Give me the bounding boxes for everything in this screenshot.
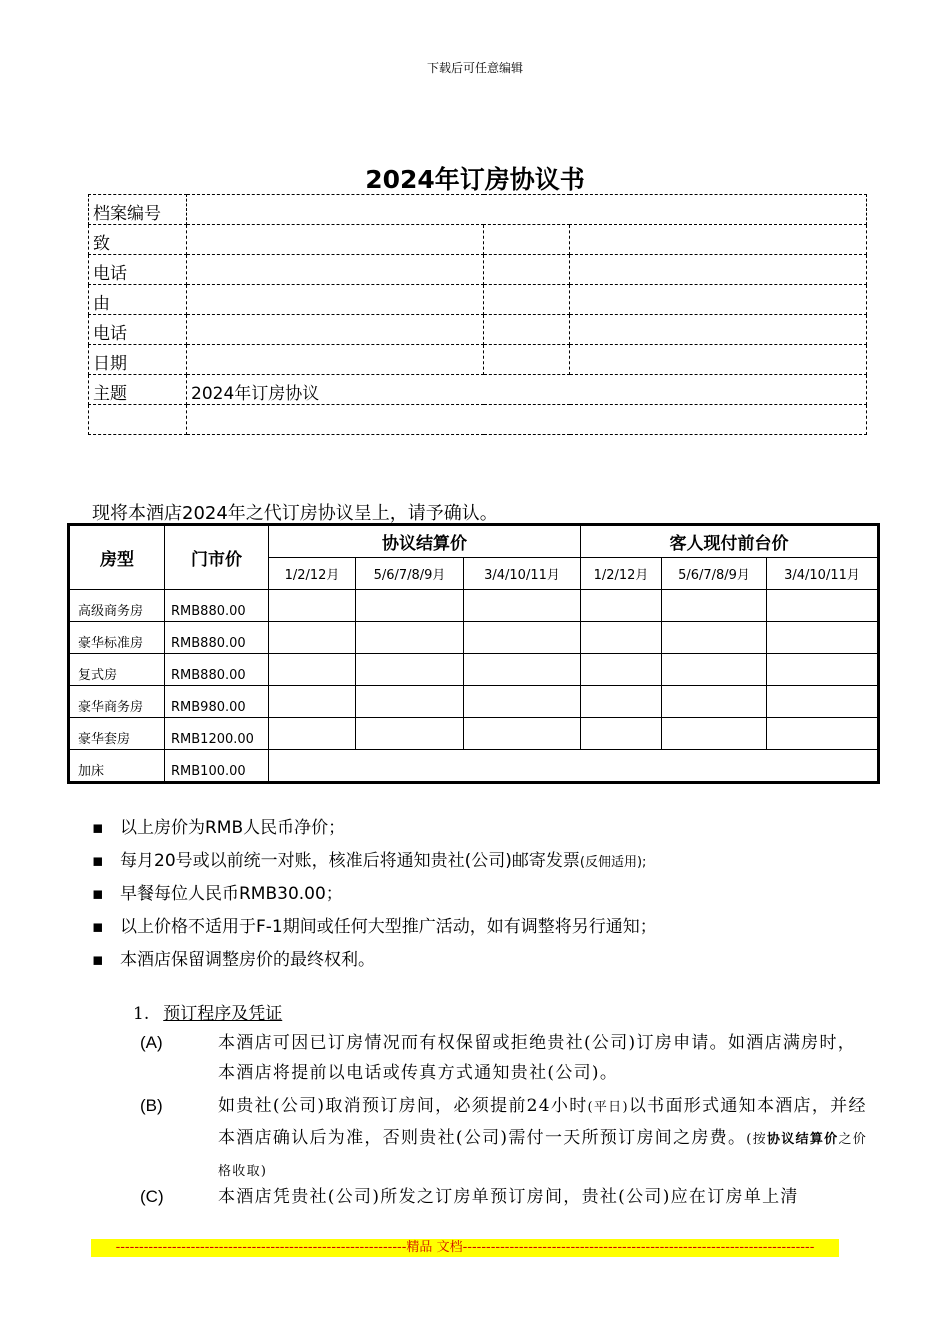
info-row <box>89 255 867 285</box>
rate-cell[interactable] <box>581 622 662 654</box>
month-header: 5/6/7/8/9月 <box>356 558 464 590</box>
rate-cell[interactable] <box>581 686 662 718</box>
info-cell[interactable] <box>484 225 570 255</box>
info-value[interactable]: 2024年订房协议 <box>187 375 867 405</box>
rate-row <box>69 718 879 750</box>
rate-row <box>69 654 879 686</box>
bullet-text: 本酒店保留调整房价的最终权利。 <box>120 950 375 970</box>
info-row <box>89 375 867 405</box>
bullet-item <box>92 945 375 970</box>
info-label: 日期 <box>89 345 187 375</box>
bullet-item <box>92 813 345 838</box>
rate-cell[interactable] <box>464 686 581 718</box>
rate-cell[interactable] <box>662 590 767 622</box>
month-header: 3/4/10/11月 <box>464 558 581 590</box>
info-cell[interactable] <box>484 255 570 285</box>
rate-cell[interactable] <box>269 750 879 783</box>
col-rack-rate: 门市价 <box>165 525 269 590</box>
room-type: 复式房 <box>69 654 165 686</box>
info-row <box>89 195 867 225</box>
bullet-text: 早餐每位人民币RMB30.00； <box>120 884 343 904</box>
info-value[interactable] <box>187 255 484 285</box>
room-type: 豪华套房 <box>69 718 165 750</box>
rate-cell[interactable] <box>269 686 356 718</box>
rate-cell[interactable] <box>767 622 879 654</box>
info-cell[interactable] <box>484 285 570 315</box>
rate-row <box>69 590 879 622</box>
rate-cell[interactable] <box>269 590 356 622</box>
info-label: 由 <box>89 285 187 315</box>
info-row <box>89 285 867 315</box>
group-contract-rate: 协议结算价 <box>269 525 581 558</box>
rate-cell[interactable] <box>662 622 767 654</box>
rate-cell[interactable] <box>767 718 879 750</box>
clause-c <box>140 1182 870 1212</box>
rate-cell[interactable] <box>269 718 356 750</box>
month-header: 1/2/12月 <box>269 558 356 590</box>
info-cell[interactable] <box>570 225 867 255</box>
room-type: 豪华商务房 <box>69 686 165 718</box>
bullet-item <box>92 846 646 871</box>
info-cell[interactable] <box>570 285 867 315</box>
clause-text-part: (平日) <box>587 1100 629 1115</box>
bullet-text: 以上价格不适用于F-1期间或任何大型推广活动，如有调整将另行通知； <box>120 917 657 937</box>
info-cell[interactable] <box>570 345 867 375</box>
info-label: 主题 <box>89 375 187 405</box>
bullet-item <box>92 912 657 937</box>
room-type: 高级商务房 <box>69 590 165 622</box>
rate-cell[interactable] <box>464 654 581 686</box>
rate-table <box>67 523 880 784</box>
bullet-text: 以上房价为RMB人民币净价； <box>120 818 346 838</box>
info-row <box>89 345 867 375</box>
info-cell[interactable] <box>484 345 570 375</box>
info-value[interactable] <box>187 225 484 255</box>
rate-cell[interactable] <box>767 590 879 622</box>
rate-cell[interactable] <box>269 654 356 686</box>
clause-text-part: 如贵社(公司)取消预订房间，必须提前24小时 <box>218 1096 588 1116</box>
rate-cell[interactable] <box>464 622 581 654</box>
info-value[interactable] <box>187 405 867 435</box>
rate-cell[interactable] <box>356 686 464 718</box>
rate-cell[interactable] <box>356 622 464 654</box>
clause-text-part: 以书面形式通知本酒店，并经本酒店确认后为准，否则贵社(公司)需付一天所预订房间之房费。 <box>218 1096 867 1148</box>
rate-cell[interactable] <box>464 718 581 750</box>
document-title: 2024年订房协议书 <box>365 165 585 194</box>
month-header: 1/2/12月 <box>581 558 662 590</box>
bullet-dot-icon: ▪ <box>92 851 104 871</box>
intro-text: 现将本酒店2024年之代订房协议呈上，请予确认。 <box>92 503 498 524</box>
month-header: 5/6/7/8/9月 <box>662 558 767 590</box>
section-number: 1. <box>133 1004 150 1024</box>
rate-cell[interactable] <box>662 654 767 686</box>
bullet-dot-icon: ▪ <box>92 950 104 970</box>
info-label: 档案编号 <box>89 195 187 225</box>
room-type: 加床 <box>69 750 165 783</box>
clause-a <box>140 1028 870 1088</box>
rate-row <box>69 750 879 783</box>
rate-cell[interactable] <box>356 654 464 686</box>
section-title: 预订程序及凭证 <box>163 1004 283 1024</box>
info-cell[interactable] <box>484 315 570 345</box>
rate-cell[interactable] <box>581 654 662 686</box>
clause-text: 本酒店凭贵社(公司)所发之订房单预订房间，贵社(公司)应在订房单上清 <box>218 1187 799 1207</box>
clause-label: (B) <box>140 1096 163 1115</box>
rate-cell[interactable] <box>269 622 356 654</box>
bullet-text: 每月20号或以前统一对账，核准后将通知贵社(公司)邮寄发票 <box>120 851 580 871</box>
clause-label: (C) <box>140 1187 164 1206</box>
group-walkin-rate: 客人现付前台价 <box>581 525 879 558</box>
rack-rate: RMB100.00 <box>165 750 269 783</box>
info-row <box>89 225 867 255</box>
rack-rate: RMB1200.00 <box>165 718 269 750</box>
rack-rate: RMB880.00 <box>165 654 269 686</box>
clause-label: (A) <box>140 1033 163 1052</box>
clause-text <box>218 1091 870 1187</box>
rate-cell[interactable] <box>464 590 581 622</box>
info-label: 致 <box>89 225 187 255</box>
bullet-note: (反佣适用); <box>579 855 647 870</box>
rate-cell[interactable] <box>767 654 879 686</box>
info-value[interactable] <box>187 315 484 345</box>
rate-cell[interactable] <box>581 718 662 750</box>
col-room-type: 房型 <box>69 525 165 590</box>
clause-note: 之价格收取) <box>218 1132 868 1179</box>
clause-note-bold: 协议结算价 <box>766 1132 839 1147</box>
info-value[interactable] <box>187 195 867 225</box>
bullet-item <box>92 879 343 904</box>
rate-cell[interactable] <box>662 718 767 750</box>
section-heading <box>133 999 282 1024</box>
clause-note: (按 <box>746 1132 767 1147</box>
rate-cell[interactable] <box>356 718 464 750</box>
info-cell[interactable] <box>570 315 867 345</box>
clause-b <box>140 1091 870 1187</box>
info-row <box>89 315 867 345</box>
info-row <box>89 405 867 435</box>
info-label <box>89 405 187 435</box>
rack-rate: RMB880.00 <box>165 590 269 622</box>
info-table <box>88 194 867 435</box>
rate-header-row <box>69 525 879 558</box>
rate-cell[interactable] <box>581 590 662 622</box>
rate-cell[interactable] <box>356 590 464 622</box>
info-cell[interactable] <box>570 255 867 285</box>
info-label: 电话 <box>89 315 187 345</box>
bullet-dot-icon: ▪ <box>92 917 104 937</box>
rate-row <box>69 686 879 718</box>
rate-cell[interactable] <box>767 686 879 718</box>
rate-cell[interactable] <box>662 686 767 718</box>
info-value[interactable] <box>187 285 484 315</box>
page-footer: --------------------------------------------------------------精品 文档--------------------------------------------------------------------------- <box>91 1239 839 1257</box>
info-label: 电话 <box>89 255 187 285</box>
bullet-dot-icon: ▪ <box>92 818 104 838</box>
page-header: 下载后可任意编辑 <box>426 61 523 75</box>
rate-row <box>69 622 879 654</box>
rack-rate: RMB980.00 <box>165 686 269 718</box>
bullet-dot-icon: ▪ <box>92 884 104 904</box>
rack-rate: RMB880.00 <box>165 622 269 654</box>
clause-text: 本酒店可因已订房情况而有权保留或拒绝贵社(公司)订房申请。如酒店满房时，本酒店将提前以电话或传真方式通知贵社(公司)。 <box>218 1033 857 1083</box>
info-value[interactable] <box>187 345 484 375</box>
month-header: 3/4/10/11月 <box>767 558 879 590</box>
room-type: 豪华标准房 <box>69 622 165 654</box>
